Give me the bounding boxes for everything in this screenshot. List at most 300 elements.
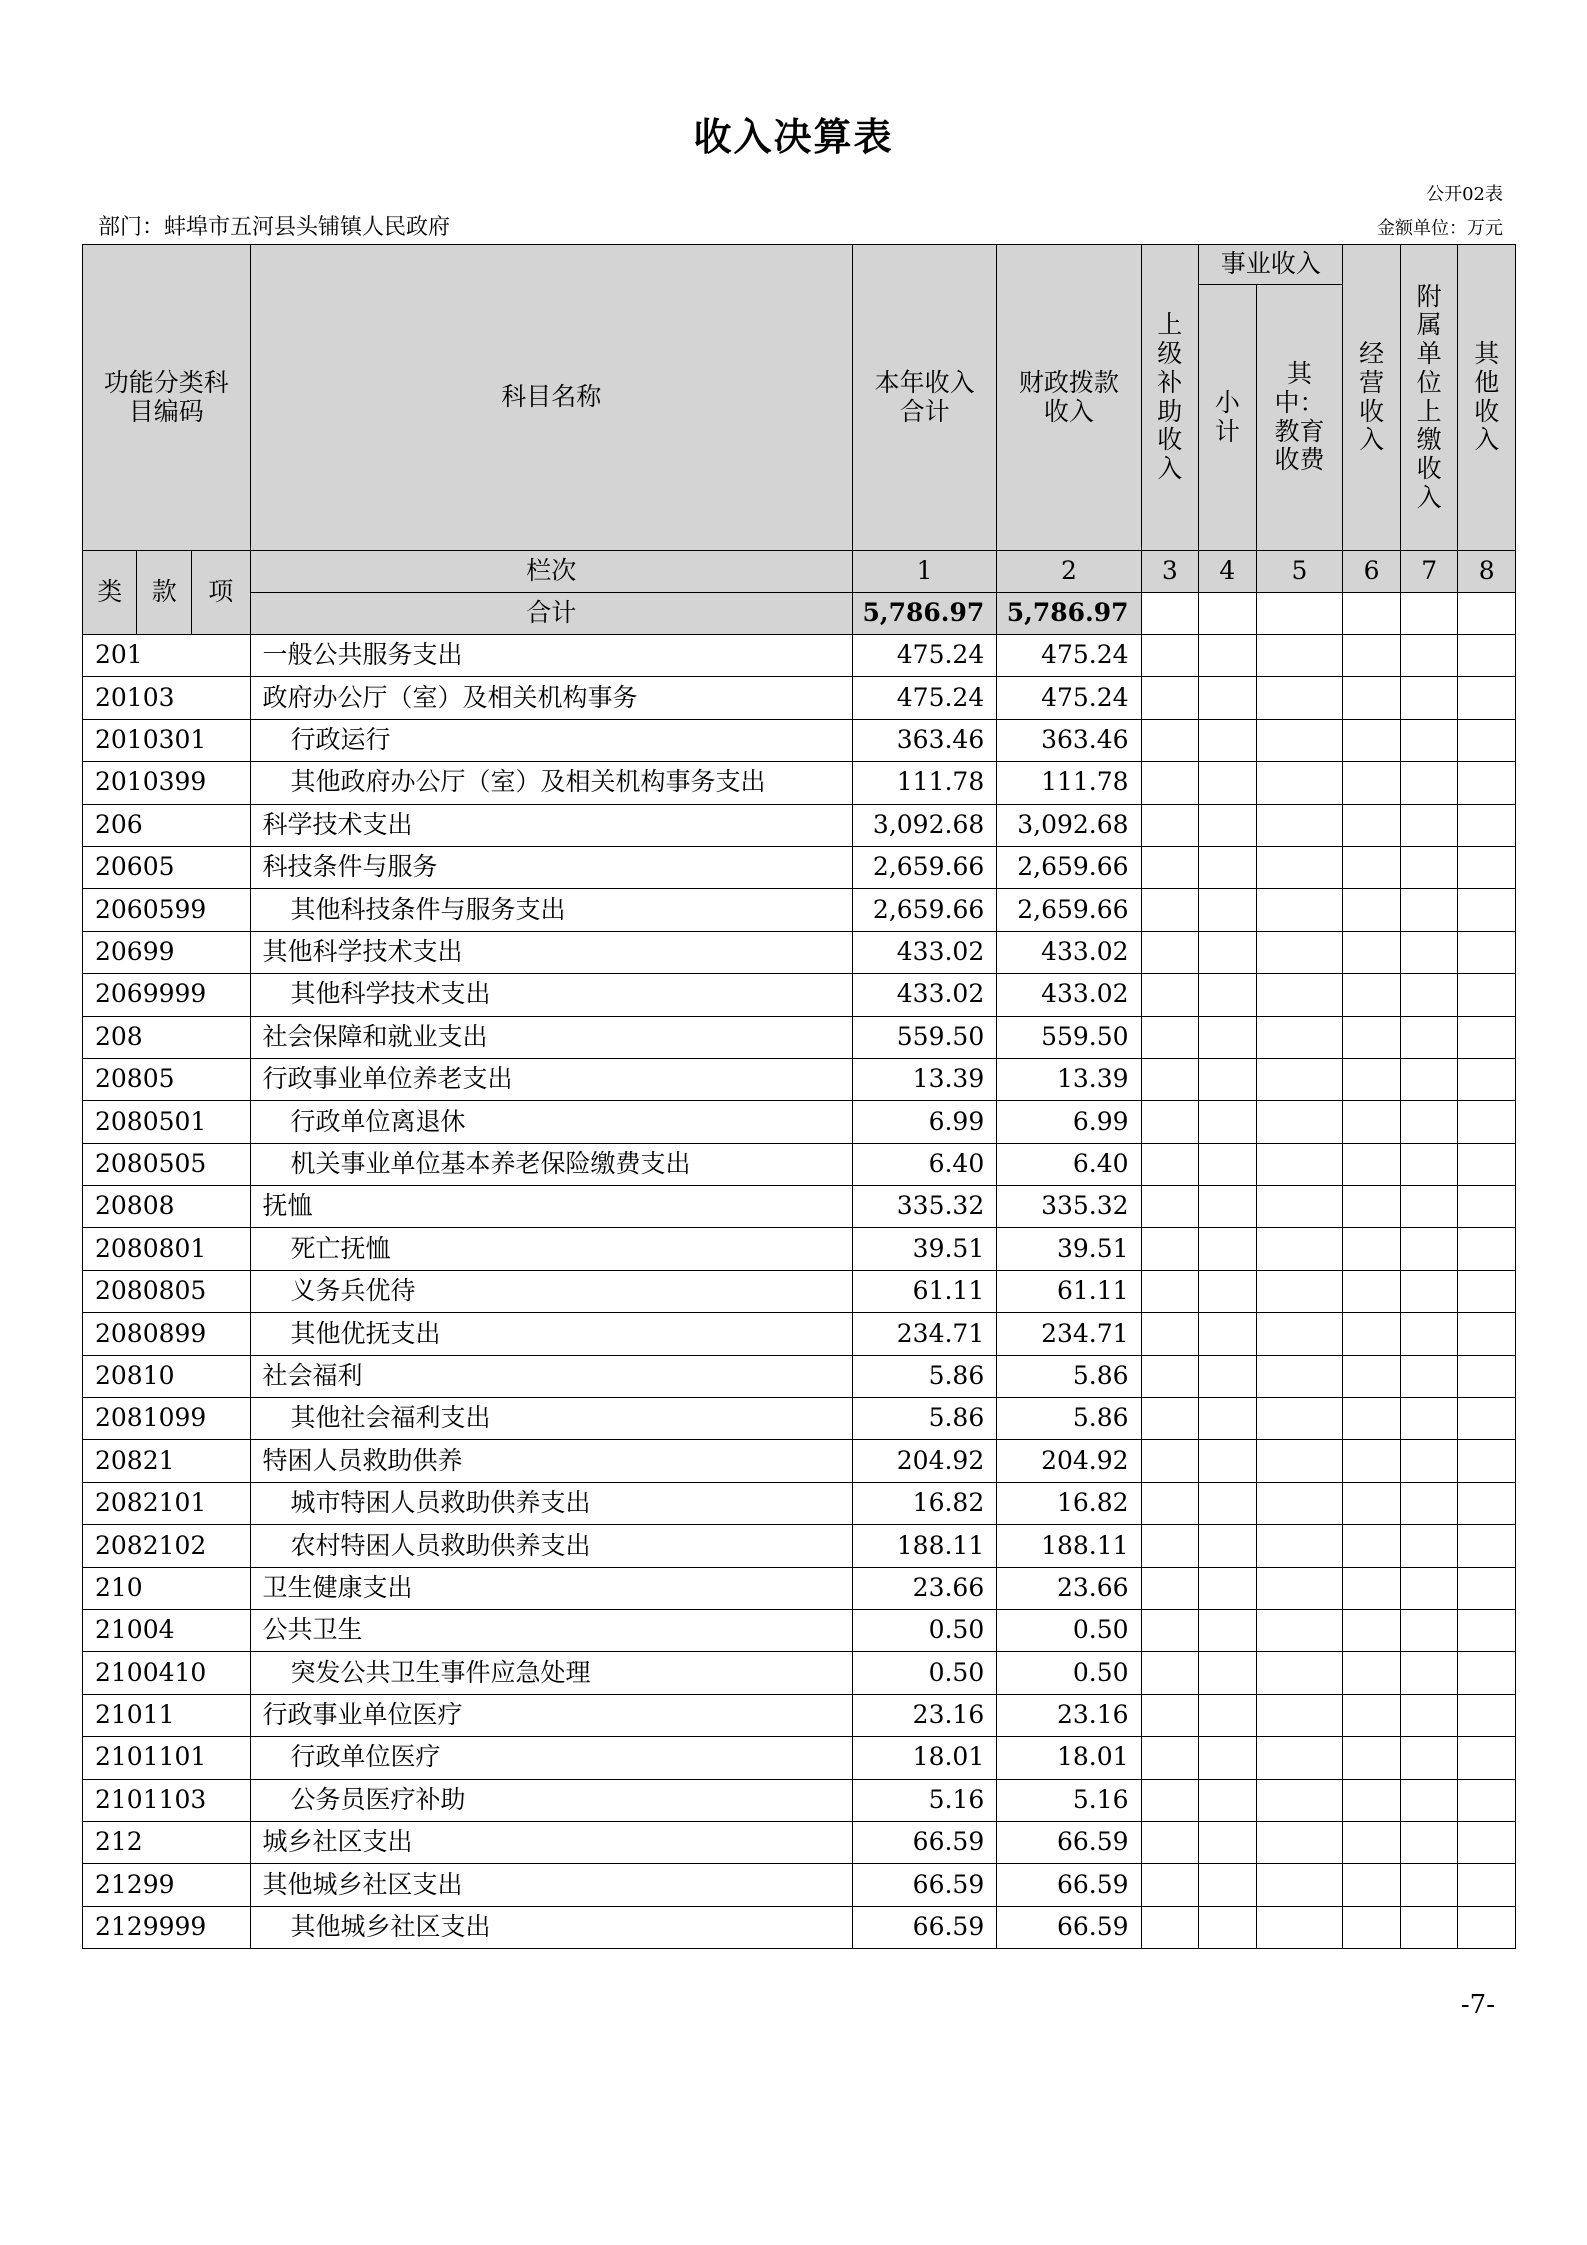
- total-income-cell: 204.92: [852, 1440, 996, 1482]
- subject-code: 2010301: [83, 719, 251, 761]
- fiscal-cell: 5.86: [997, 1355, 1141, 1397]
- subject-name: 其他科学技术支出: [250, 931, 852, 973]
- empty-cell: [1400, 1143, 1458, 1185]
- empty-cell: [1343, 1737, 1401, 1779]
- empty-cell: [1141, 1270, 1199, 1312]
- total-income-cell: 111.78: [852, 762, 996, 804]
- empty-cell: [1141, 635, 1199, 677]
- empty-cell: [1199, 1779, 1257, 1821]
- table-row: [83, 804, 1516, 846]
- empty-cell: [1400, 1016, 1458, 1058]
- empty-cell: [1343, 677, 1401, 719]
- empty-cell: [1141, 1101, 1199, 1143]
- empty-cell: [1343, 1228, 1401, 1270]
- table-row: [83, 1779, 1516, 1821]
- empty-cell: [1458, 1525, 1516, 1567]
- subject-code: 2080505: [83, 1143, 251, 1185]
- total-income-cell: 16.82: [852, 1482, 996, 1524]
- table-row: [83, 719, 1516, 761]
- empty-cell: [1400, 1567, 1458, 1609]
- subject-name: 行政运行: [250, 719, 852, 761]
- empty-cell: [1199, 762, 1257, 804]
- total-income-cell: 475.24: [852, 677, 996, 719]
- empty-cell: [1256, 1694, 1343, 1736]
- total-income-cell: 39.51: [852, 1228, 996, 1270]
- empty-cell: [1199, 1525, 1257, 1567]
- table-row: [83, 1016, 1516, 1058]
- empty-cell: [1256, 1779, 1343, 1821]
- table-row: [83, 889, 1516, 931]
- empty-cell: [1141, 1143, 1199, 1185]
- subject-code: 2082101: [83, 1482, 251, 1524]
- empty-cell: [1458, 1906, 1516, 1948]
- empty-cell: [1400, 1821, 1458, 1863]
- subject-code: 2101101: [83, 1737, 251, 1779]
- income-table: [82, 244, 1516, 1949]
- empty-cell: [1141, 889, 1199, 931]
- empty-cell: [1199, 1906, 1257, 1948]
- empty-cell: [1141, 931, 1199, 973]
- empty-cell: [1199, 1101, 1257, 1143]
- empty-cell: [1343, 1270, 1401, 1312]
- empty-cell: [1343, 1058, 1401, 1100]
- total-label: 合计: [250, 593, 852, 635]
- empty-cell: [1400, 1313, 1458, 1355]
- empty-cell: [1199, 1821, 1257, 1863]
- empty-cell: [1199, 1694, 1257, 1736]
- subject-name: 卫生健康支出: [250, 1567, 852, 1609]
- empty-cell: [1256, 1737, 1343, 1779]
- empty-cell: [1256, 1864, 1343, 1906]
- total-income-cell: 0.50: [852, 1652, 996, 1694]
- fiscal-cell: 23.66: [997, 1567, 1141, 1609]
- empty-cell: [1343, 1694, 1401, 1736]
- column-number: 5: [1256, 551, 1343, 593]
- empty-cell: [1199, 1058, 1257, 1100]
- column-number: 3: [1141, 551, 1199, 593]
- subject-name: 城市特困人员救助供养支出: [250, 1482, 852, 1524]
- empty-cell: [1343, 1440, 1401, 1482]
- empty-cell: [1199, 846, 1257, 888]
- table-row: [83, 1482, 1516, 1524]
- subject-code: 208: [83, 1016, 251, 1058]
- subject-code: 20821: [83, 1440, 251, 1482]
- empty-cell: [1343, 719, 1401, 761]
- fiscal-cell: 3,092.68: [997, 804, 1141, 846]
- empty-cell: [1458, 1058, 1516, 1100]
- empty-cell: [1458, 1355, 1516, 1397]
- total-income-cell: 234.71: [852, 1313, 996, 1355]
- total-income-cell: 66.59: [852, 1906, 996, 1948]
- empty-cell: [1199, 1652, 1257, 1694]
- subject-code: 2080899: [83, 1313, 251, 1355]
- empty-cell: [1400, 1694, 1458, 1736]
- empty-cell: [1141, 1016, 1199, 1058]
- empty-cell: [1256, 1609, 1343, 1651]
- empty-cell: [1458, 1228, 1516, 1270]
- fiscal-cell: 23.16: [997, 1694, 1141, 1736]
- empty-cell: [1343, 1652, 1401, 1694]
- empty-cell: [1400, 889, 1458, 931]
- empty-cell: [1141, 1821, 1199, 1863]
- table-row: [83, 1228, 1516, 1270]
- fiscal-cell: 475.24: [997, 635, 1141, 677]
- column-label: 栏次: [250, 551, 852, 593]
- total-income-cell: 6.40: [852, 1143, 996, 1185]
- empty-cell: [1141, 1567, 1199, 1609]
- subject-code: 2069999: [83, 974, 251, 1016]
- subject-code: 2080801: [83, 1228, 251, 1270]
- empty-cell: [1458, 1694, 1516, 1736]
- empty-cell: [1400, 1101, 1458, 1143]
- subject-name: 其他科技条件与服务支出: [250, 889, 852, 931]
- total-income-cell: 18.01: [852, 1737, 996, 1779]
- empty-cell: [1199, 1228, 1257, 1270]
- fiscal-cell: 433.02: [997, 974, 1141, 1016]
- empty-cell: [1458, 804, 1516, 846]
- empty-cell: [1141, 1186, 1199, 1228]
- empty-cell: [1256, 1398, 1343, 1440]
- total-income-cell: 433.02: [852, 974, 996, 1016]
- header-code: 功能分类科目编码: [83, 245, 251, 551]
- fiscal-cell: 559.50: [997, 1016, 1141, 1058]
- header-kuan: 款: [137, 551, 191, 635]
- empty-cell: [1400, 1906, 1458, 1948]
- empty-cell: [1256, 1652, 1343, 1694]
- empty-cell: [1400, 1440, 1458, 1482]
- table-row: [83, 762, 1516, 804]
- empty-cell: [1256, 931, 1343, 973]
- subject-code: 2101103: [83, 1779, 251, 1821]
- empty-cell: [1458, 1143, 1516, 1185]
- empty-cell: [1256, 1482, 1343, 1524]
- empty-cell: [1343, 1864, 1401, 1906]
- empty-cell: [1199, 1482, 1257, 1524]
- empty-cell: [1199, 635, 1257, 677]
- empty-cell: [1400, 1779, 1458, 1821]
- empty-cell: [1141, 804, 1199, 846]
- empty-cell: [1400, 719, 1458, 761]
- empty-cell: [1400, 762, 1458, 804]
- empty-cell: [1141, 1779, 1199, 1821]
- subject-code: 20810: [83, 1355, 251, 1397]
- header-superior: 上级补助收入: [1141, 245, 1199, 551]
- empty-cell: [1458, 1016, 1516, 1058]
- fiscal-cell: 13.39: [997, 1058, 1141, 1100]
- total-income-cell: 6.99: [852, 1101, 996, 1143]
- fiscal-cell: 433.02: [997, 931, 1141, 973]
- fiscal-cell: 111.78: [997, 762, 1141, 804]
- empty-cell: [1256, 1525, 1343, 1567]
- empty-cell: [1343, 1101, 1401, 1143]
- subject-name: 其他城乡社区支出: [250, 1906, 852, 1948]
- fiscal-cell: 16.82: [997, 1482, 1141, 1524]
- empty-cell: [1256, 1313, 1343, 1355]
- empty-cell: [1458, 1737, 1516, 1779]
- empty-cell: [1141, 1609, 1199, 1651]
- empty-cell: [1343, 1482, 1401, 1524]
- fiscal-cell: 39.51: [997, 1228, 1141, 1270]
- empty-cell: [1199, 1864, 1257, 1906]
- empty-cell: [1343, 1525, 1401, 1567]
- empty-cell: [1343, 974, 1401, 1016]
- empty-cell: [1400, 1864, 1458, 1906]
- table-row: [83, 635, 1516, 677]
- empty-cell: [1458, 931, 1516, 973]
- total-income-cell: 559.50: [852, 1016, 996, 1058]
- empty-cell: [1458, 1482, 1516, 1524]
- empty-cell: [1458, 719, 1516, 761]
- empty-cell: [1141, 1313, 1199, 1355]
- empty-cell: [1199, 1355, 1257, 1397]
- empty-cell: [1256, 1228, 1343, 1270]
- empty-cell: [1458, 1779, 1516, 1821]
- empty-cell: [1343, 1779, 1401, 1821]
- empty-cell: [1458, 635, 1516, 677]
- total-income-cell: 61.11: [852, 1270, 996, 1312]
- table-row: [83, 677, 1516, 719]
- empty-cell: [1343, 1821, 1401, 1863]
- empty-cell: [1141, 1058, 1199, 1100]
- subject-code: 20605: [83, 846, 251, 888]
- empty-cell: [1458, 1864, 1516, 1906]
- empty-cell: [1256, 1058, 1343, 1100]
- subject-name: 其他优抚支出: [250, 1313, 852, 1355]
- header-name: 科目名称: [250, 245, 852, 551]
- page-title: 收入决算表: [693, 115, 894, 159]
- empty-cell: [1343, 1143, 1401, 1185]
- subject-code: 20808: [83, 1186, 251, 1228]
- table-row: [83, 1737, 1516, 1779]
- table-row: [83, 846, 1516, 888]
- total-income-cell: 66.59: [852, 1864, 996, 1906]
- fiscal-cell: 6.40: [997, 1143, 1141, 1185]
- subject-name: 其他政府办公厅（室）及相关机构事务支出: [250, 762, 852, 804]
- table-row: [83, 1525, 1516, 1567]
- unit-label: 金额单位：万元: [1377, 218, 1503, 239]
- department-label: 部门：蚌埠市五河县头铺镇人民政府: [98, 215, 451, 240]
- empty-cell: [1400, 1186, 1458, 1228]
- subject-code: 2100410: [83, 1652, 251, 1694]
- empty-cell: [1199, 1567, 1257, 1609]
- header-career: 事业收入: [1199, 245, 1343, 285]
- subject-code: 2010399: [83, 762, 251, 804]
- empty-cell: [1199, 974, 1257, 1016]
- empty-cell: [1141, 1355, 1199, 1397]
- empty-cell: [1256, 1101, 1343, 1143]
- empty-cell: [1141, 677, 1199, 719]
- empty-cell: [1343, 635, 1401, 677]
- empty-cell: [1343, 846, 1401, 888]
- empty-cell: [1343, 804, 1401, 846]
- fiscal-cell: 66.59: [997, 1906, 1141, 1948]
- empty-cell: [1400, 1270, 1458, 1312]
- subject-code: 2080501: [83, 1101, 251, 1143]
- header-edu-fee: 其中：教育收费: [1256, 285, 1343, 551]
- table-row: [83, 974, 1516, 1016]
- empty-cell: [1256, 1440, 1343, 1482]
- empty-cell: [1199, 1270, 1257, 1312]
- table-row: [83, 1101, 1516, 1143]
- subject-code: 2129999: [83, 1906, 251, 1948]
- total-income-cell: 5.86: [852, 1398, 996, 1440]
- total-income-cell: 0.50: [852, 1609, 996, 1651]
- empty-cell: [1199, 1143, 1257, 1185]
- empty-cell: [1458, 1567, 1516, 1609]
- subject-code: 206: [83, 804, 251, 846]
- table-row: [83, 931, 1516, 973]
- table-row: [83, 1398, 1516, 1440]
- subject-name: 社会福利: [250, 1355, 852, 1397]
- empty-cell: [1141, 762, 1199, 804]
- empty-cell: [1256, 1186, 1343, 1228]
- subject-code: 21299: [83, 1864, 251, 1906]
- empty-cell: [1400, 974, 1458, 1016]
- fiscal-cell: 2,659.66: [997, 846, 1141, 888]
- empty-cell: [1343, 1906, 1401, 1948]
- empty-cell: [1458, 1186, 1516, 1228]
- subject-code: 210: [83, 1567, 251, 1609]
- empty-cell: [1343, 1398, 1401, 1440]
- empty-cell: [1343, 1016, 1401, 1058]
- table-row: [83, 1440, 1516, 1482]
- total-income-cell: 13.39: [852, 1058, 996, 1100]
- empty-cell: [1458, 1652, 1516, 1694]
- empty-cell: [1400, 1525, 1458, 1567]
- fiscal-cell: 2,659.66: [997, 889, 1141, 931]
- empty-cell: [1199, 1737, 1257, 1779]
- empty-cell: [1458, 1101, 1516, 1143]
- fiscal-cell: 475.24: [997, 677, 1141, 719]
- fiscal-cell: 5.16: [997, 1779, 1141, 1821]
- header-other: 其他收入: [1458, 245, 1516, 551]
- header-xiang: 项: [191, 551, 250, 635]
- page-number: -7-: [1460, 1990, 1495, 2020]
- empty-cell: [1400, 804, 1458, 846]
- table-row: [83, 1906, 1516, 1948]
- empty-cell: [1141, 1864, 1199, 1906]
- empty-cell: [1343, 1567, 1401, 1609]
- subject-code: 201: [83, 635, 251, 677]
- fiscal-cell: 5.86: [997, 1398, 1141, 1440]
- empty-cell: [1256, 1821, 1343, 1863]
- empty-cell: [1199, 889, 1257, 931]
- table-row: [83, 1270, 1516, 1312]
- column-number: 8: [1458, 551, 1516, 593]
- subject-name: 公务员医疗补助: [250, 1779, 852, 1821]
- empty-cell: [1141, 846, 1199, 888]
- empty-cell: [1199, 931, 1257, 973]
- empty-cell: [1199, 1398, 1257, 1440]
- empty-cell: [1458, 762, 1516, 804]
- empty-cell: [1458, 1440, 1516, 1482]
- empty-cell: [1256, 889, 1343, 931]
- fiscal-cell: 18.01: [997, 1737, 1141, 1779]
- empty-cell: [1256, 762, 1343, 804]
- empty-cell: [1141, 1906, 1199, 1948]
- empty-cell: [1400, 1609, 1458, 1651]
- fiscal-cell: 363.46: [997, 719, 1141, 761]
- empty-cell: [1256, 677, 1343, 719]
- subject-name: 死亡抚恤: [250, 1228, 852, 1270]
- subject-name: 政府办公厅（室）及相关机构事务: [250, 677, 852, 719]
- table-row: [83, 1821, 1516, 1863]
- total-income-value: 5,786.97: [852, 593, 996, 635]
- subject-name: 行政单位离退休: [250, 1101, 852, 1143]
- empty-cell: [1141, 1694, 1199, 1736]
- empty-cell: [1343, 1609, 1401, 1651]
- total-income-cell: 23.16: [852, 1694, 996, 1736]
- empty-cell: [1400, 677, 1458, 719]
- subject-code: 2082102: [83, 1525, 251, 1567]
- column-number: 6: [1343, 551, 1401, 593]
- empty-cell: [1400, 1058, 1458, 1100]
- empty-cell: [1141, 1440, 1199, 1482]
- subject-code: 2080805: [83, 1270, 251, 1312]
- empty-cell: [1199, 1186, 1257, 1228]
- header-lei: 类: [83, 551, 137, 635]
- total-income-cell: 188.11: [852, 1525, 996, 1567]
- subject-name: 公共卫生: [250, 1609, 852, 1651]
- empty-cell: [1141, 1652, 1199, 1694]
- form-number: 公开02表: [1426, 184, 1503, 205]
- total-income-cell: 475.24: [852, 635, 996, 677]
- subject-name: 行政事业单位医疗: [250, 1694, 852, 1736]
- header-total-income: 本年收入合计: [852, 245, 996, 551]
- subject-name: 突发公共卫生事件应急处理: [250, 1652, 852, 1694]
- subject-name: 社会保障和就业支出: [250, 1016, 852, 1058]
- subject-name: 行政单位医疗: [250, 1737, 852, 1779]
- empty-cell: [1256, 1355, 1343, 1397]
- subject-name: 行政事业单位养老支出: [250, 1058, 852, 1100]
- table-row: [83, 1694, 1516, 1736]
- fiscal-cell: 61.11: [997, 1270, 1141, 1312]
- subject-name: 其他科学技术支出: [250, 974, 852, 1016]
- empty-cell: [1400, 1737, 1458, 1779]
- subject-name: 科学技术支出: [250, 804, 852, 846]
- empty-cell: [1141, 1228, 1199, 1270]
- fiscal-cell: 66.59: [997, 1821, 1141, 1863]
- column-number: 2: [997, 551, 1141, 593]
- empty-cell: [1458, 1398, 1516, 1440]
- empty-cell: [1400, 1652, 1458, 1694]
- empty-cell: [1400, 1482, 1458, 1524]
- table-row: [83, 1355, 1516, 1397]
- subject-name: 城乡社区支出: [250, 1821, 852, 1863]
- subject-name: 农村特困人员救助供养支出: [250, 1525, 852, 1567]
- header-subtotal: 小计: [1199, 285, 1257, 551]
- empty-cell: [1458, 1609, 1516, 1651]
- empty-cell: [1343, 889, 1401, 931]
- empty-cell: [1256, 635, 1343, 677]
- subject-code: 20103: [83, 677, 251, 719]
- fiscal-cell: 0.50: [997, 1652, 1141, 1694]
- column-number: 1: [852, 551, 996, 593]
- subject-name: 特困人员救助供养: [250, 1440, 852, 1482]
- empty-cell: [1458, 1821, 1516, 1863]
- empty-cell: [1400, 846, 1458, 888]
- table-row: [83, 1652, 1516, 1694]
- table-row: [83, 1143, 1516, 1185]
- table-row: [83, 1313, 1516, 1355]
- empty-cell: [1199, 1609, 1257, 1651]
- total-income-cell: 3,092.68: [852, 804, 996, 846]
- fiscal-cell: 234.71: [997, 1313, 1141, 1355]
- data-rows: [83, 635, 1516, 1949]
- empty-cell: [1343, 1186, 1401, 1228]
- total-income-cell: 335.32: [852, 1186, 996, 1228]
- total-income-cell: 363.46: [852, 719, 996, 761]
